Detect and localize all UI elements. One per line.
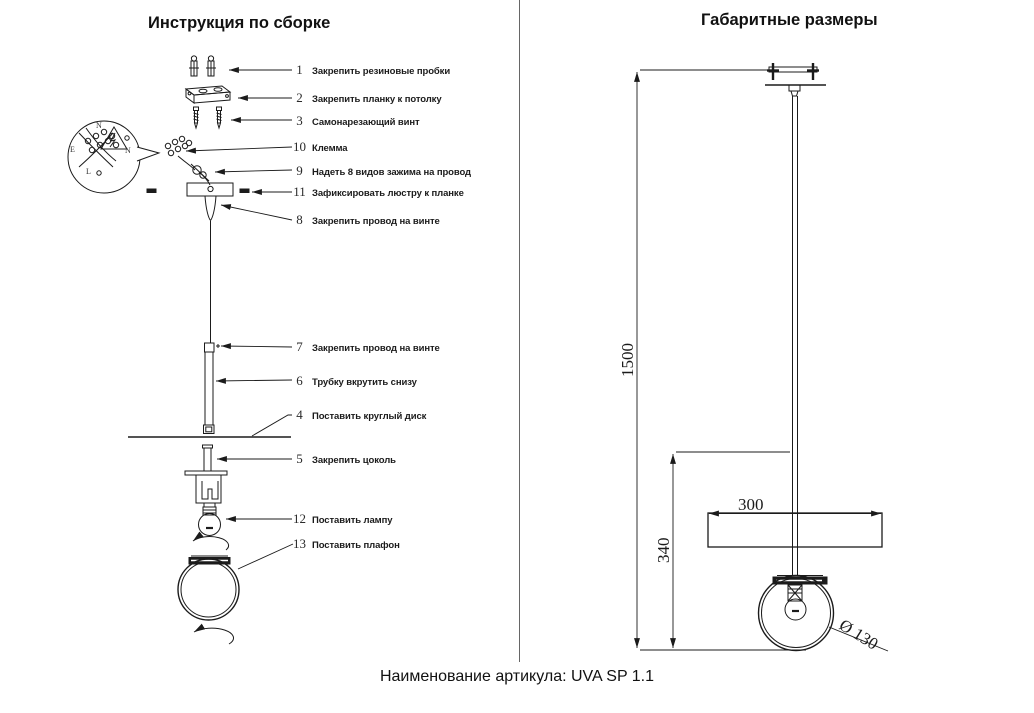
disk-300 (708, 513, 882, 547)
rubber-plugs (189, 56, 216, 76)
step-label-5: 5 Закрепить цоколь (296, 451, 396, 466)
right-dimension-view (637, 63, 888, 654)
dimension-340 (673, 452, 790, 648)
rod-tube (204, 343, 221, 434)
dimension-text-340: 340 (654, 537, 673, 563)
rotate-arrow-bottom (194, 628, 234, 644)
step-label-9: 9 Надеть 8 видов зажима на провод (296, 163, 471, 178)
wire-letter-e-left: E (70, 145, 75, 154)
step-label-11: 11 Зафиксировать люстру к планке (293, 184, 464, 199)
hanging-rod (793, 96, 798, 576)
light-bulb (199, 503, 221, 536)
rotate-arrow-top (193, 537, 229, 550)
step-label-6: 6 Трубку вкрутить снизу (296, 373, 417, 388)
step-label-8: 8 Закрепить провод на винте (296, 212, 440, 227)
terminal-block (165, 136, 195, 170)
canopy-plate (147, 183, 249, 196)
socket-assembly (185, 445, 227, 503)
globe-shade (178, 556, 239, 620)
wiring-detail-balloon (68, 121, 159, 193)
article-name-footer: Наименование артикула: UVA SP 1.1 (379, 668, 655, 685)
self-tapping-screws (194, 107, 222, 128)
step-label-2: 2 Закрепить планку к потолку (296, 90, 442, 105)
step-label-12: 12 Поставить лампу (293, 511, 393, 526)
mounting-strap (186, 86, 230, 103)
ceiling-mount (765, 63, 826, 96)
left-section-title: Инструкция по сборке (148, 14, 331, 32)
dimension-text-1500: 1500 (618, 343, 637, 377)
step-label-7: 7 Закрепить провод на винте (296, 339, 440, 354)
cord-clamp (191, 164, 210, 185)
left-exploded-view (68, 56, 293, 644)
step-label-4: 4 Поставить круглый диск (296, 407, 427, 422)
wire-letter-n-top: N (96, 121, 102, 130)
dimension-text-300: 300 (738, 495, 764, 514)
step-label-1: 1 Закрепить резиновые пробки (296, 62, 451, 77)
step-label-10: 10 Клемма (293, 139, 348, 154)
wire-letter-n-right: N (125, 146, 131, 155)
step-label-13: 13 Поставить плафон (293, 536, 400, 551)
wire-letter-l-bottom: L (86, 167, 91, 176)
globe-right (759, 576, 834, 651)
right-section-title: Габаритные размеры (701, 11, 878, 29)
strain-relief-cone (205, 196, 216, 343)
step-label-3: 3 Самонарезающий винт (296, 113, 420, 128)
dimension-text-diameter: Ø 130 (835, 615, 882, 654)
